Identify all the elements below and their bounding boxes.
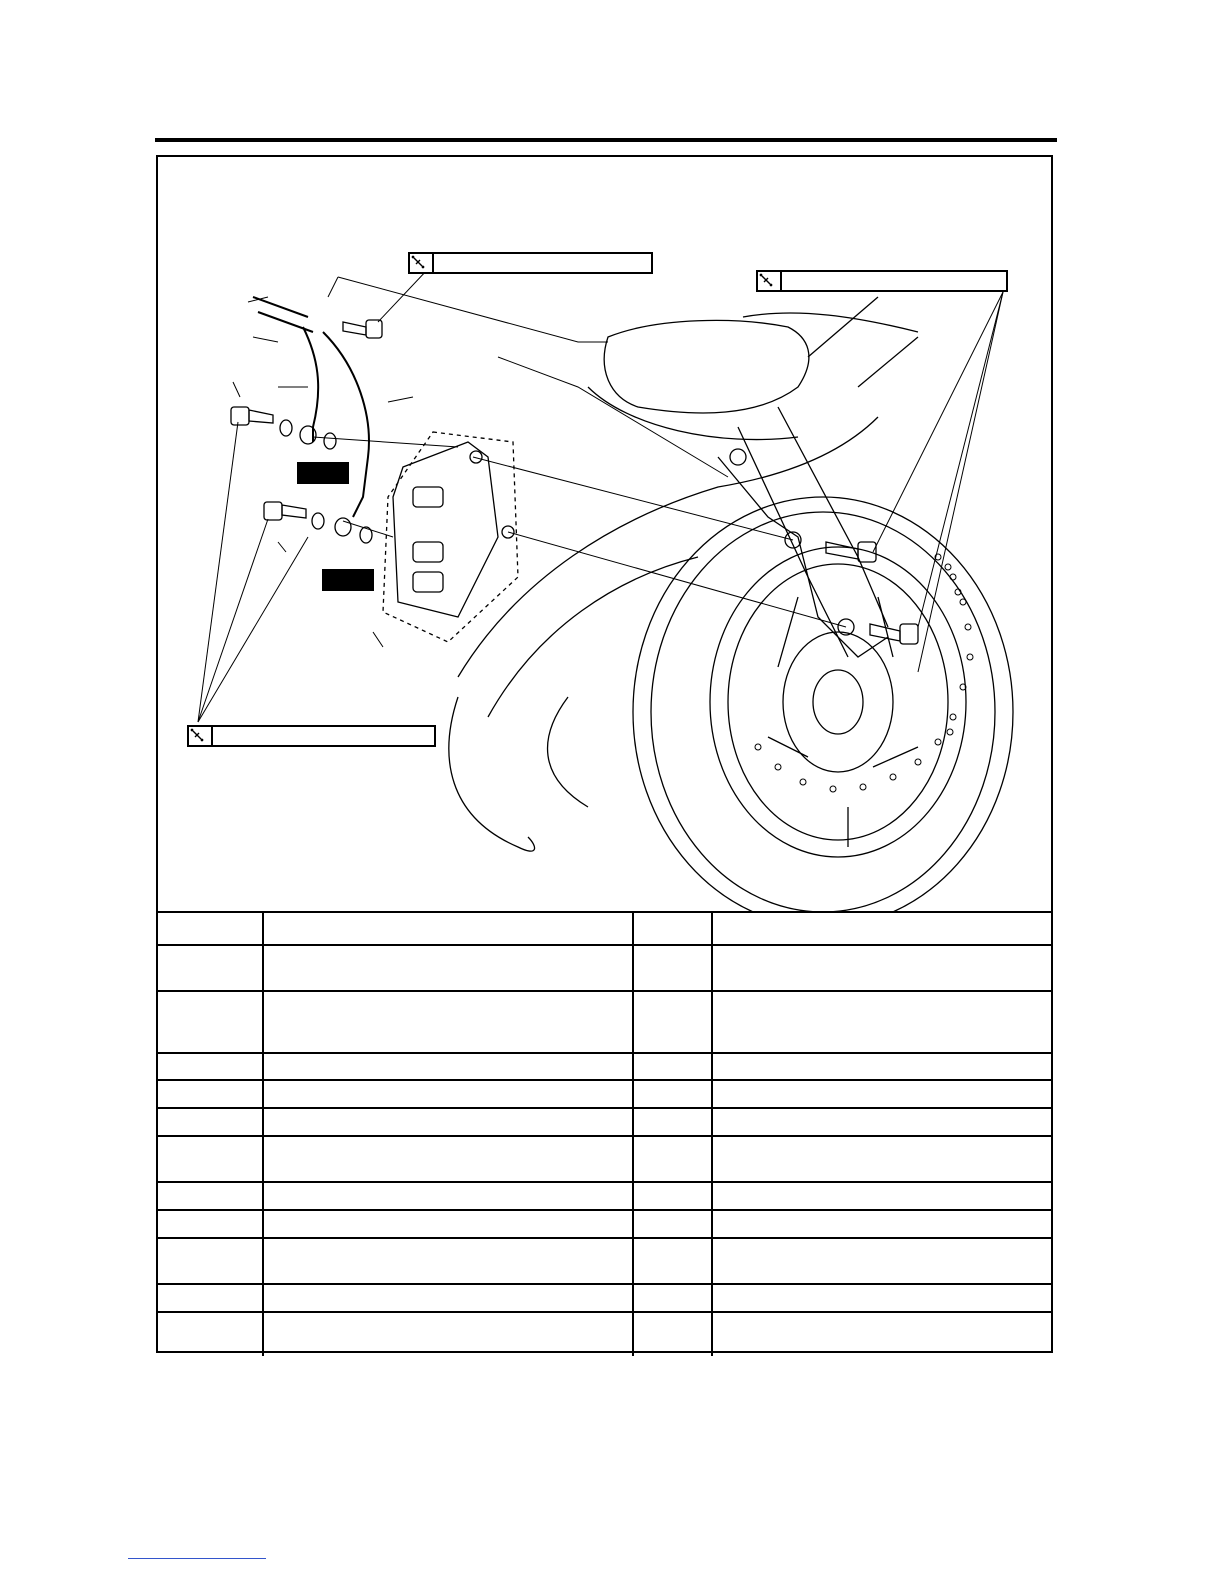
table-cell: [633, 1080, 712, 1108]
table-row: [158, 1182, 1051, 1210]
header-rule: [155, 138, 1057, 142]
table-cell: [158, 1053, 263, 1080]
table-cell: [158, 1080, 263, 1108]
exploded-view-illustration: [158, 157, 1055, 911]
table-cell: [633, 1312, 712, 1356]
replace-tag: [297, 462, 349, 484]
torque-wrench-icon: [189, 727, 213, 745]
table-cell: [158, 912, 263, 945]
table-row: [158, 1108, 1051, 1136]
table-cell: [712, 945, 1051, 991]
table-row: [158, 1238, 1051, 1284]
table-cell: [263, 1053, 633, 1080]
hose-clamp-bolt: [343, 320, 382, 338]
table-cell: [158, 1238, 263, 1284]
upper-fairing: [588, 313, 918, 440]
table-cell: [712, 1238, 1051, 1284]
table-cell: [263, 1182, 633, 1210]
table-cell: [633, 1238, 712, 1284]
table-cell: [158, 945, 263, 991]
table-row: [158, 991, 1051, 1053]
table-cell: [712, 1136, 1051, 1182]
table-cell: [263, 1238, 633, 1284]
table-cell: [263, 1136, 633, 1182]
table-cell: [263, 991, 633, 1053]
table-cell: [633, 1136, 712, 1182]
torque-value: [213, 727, 434, 745]
table-cell: [712, 1053, 1051, 1080]
union-bolt-upper: [231, 407, 336, 449]
table-cell: [712, 1312, 1051, 1356]
table-cell: [712, 1080, 1051, 1108]
front-fork: [718, 297, 918, 657]
table-cell: [712, 1284, 1051, 1312]
table-row: [158, 912, 1051, 945]
torque-wrench-icon: [410, 254, 434, 272]
table-cell: [633, 1182, 712, 1210]
table-cell: [633, 1210, 712, 1238]
parts-table: [158, 911, 1051, 1356]
table-cell: [712, 1108, 1051, 1136]
table-cell: [263, 1284, 633, 1312]
figure-frame: [156, 155, 1053, 1353]
table-row: [158, 1284, 1051, 1312]
leader-lines: [198, 269, 1003, 722]
table-cell: [633, 912, 712, 945]
table-cell: [158, 991, 263, 1053]
table-cell: [158, 1136, 263, 1182]
table-cell: [633, 1053, 712, 1080]
table-row: [158, 1210, 1051, 1238]
table-cell: [263, 1080, 633, 1108]
table-cell: [633, 1284, 712, 1312]
union-bolt-lower: [264, 502, 372, 543]
torque-wrench-icon: [758, 272, 782, 290]
table-cell: [158, 1210, 263, 1238]
replace-tag: [322, 569, 374, 591]
table-row: [158, 1053, 1051, 1080]
torque-callout-right: [756, 270, 1008, 292]
table-cell: [263, 1108, 633, 1136]
table-cell: [712, 991, 1051, 1053]
table-cell: [158, 1182, 263, 1210]
brake-hoses: [253, 297, 369, 517]
table-cell: [712, 1210, 1051, 1238]
torque-callout-bottom-left: [187, 725, 436, 747]
table-cell: [263, 912, 633, 945]
table-cell: [712, 912, 1051, 945]
table-row: [158, 945, 1051, 991]
table-cell: [263, 945, 633, 991]
brake-caliper: [393, 442, 514, 617]
table-cell: [263, 1210, 633, 1238]
table-cell: [158, 1312, 263, 1356]
torque-callout-top: [408, 252, 653, 274]
table-row: [158, 1080, 1051, 1108]
table-row: [158, 1136, 1051, 1182]
footer-link[interactable]: [128, 1557, 266, 1559]
table-row: [158, 1312, 1051, 1356]
torque-value: [434, 254, 651, 272]
table-cell: [712, 1182, 1051, 1210]
table-cell: [633, 1108, 712, 1136]
torque-value: [782, 272, 1006, 290]
table-cell: [633, 945, 712, 991]
table-cell: [158, 1108, 263, 1136]
table-cell: [158, 1284, 263, 1312]
table-cell: [263, 1312, 633, 1356]
table-cell: [633, 991, 712, 1053]
